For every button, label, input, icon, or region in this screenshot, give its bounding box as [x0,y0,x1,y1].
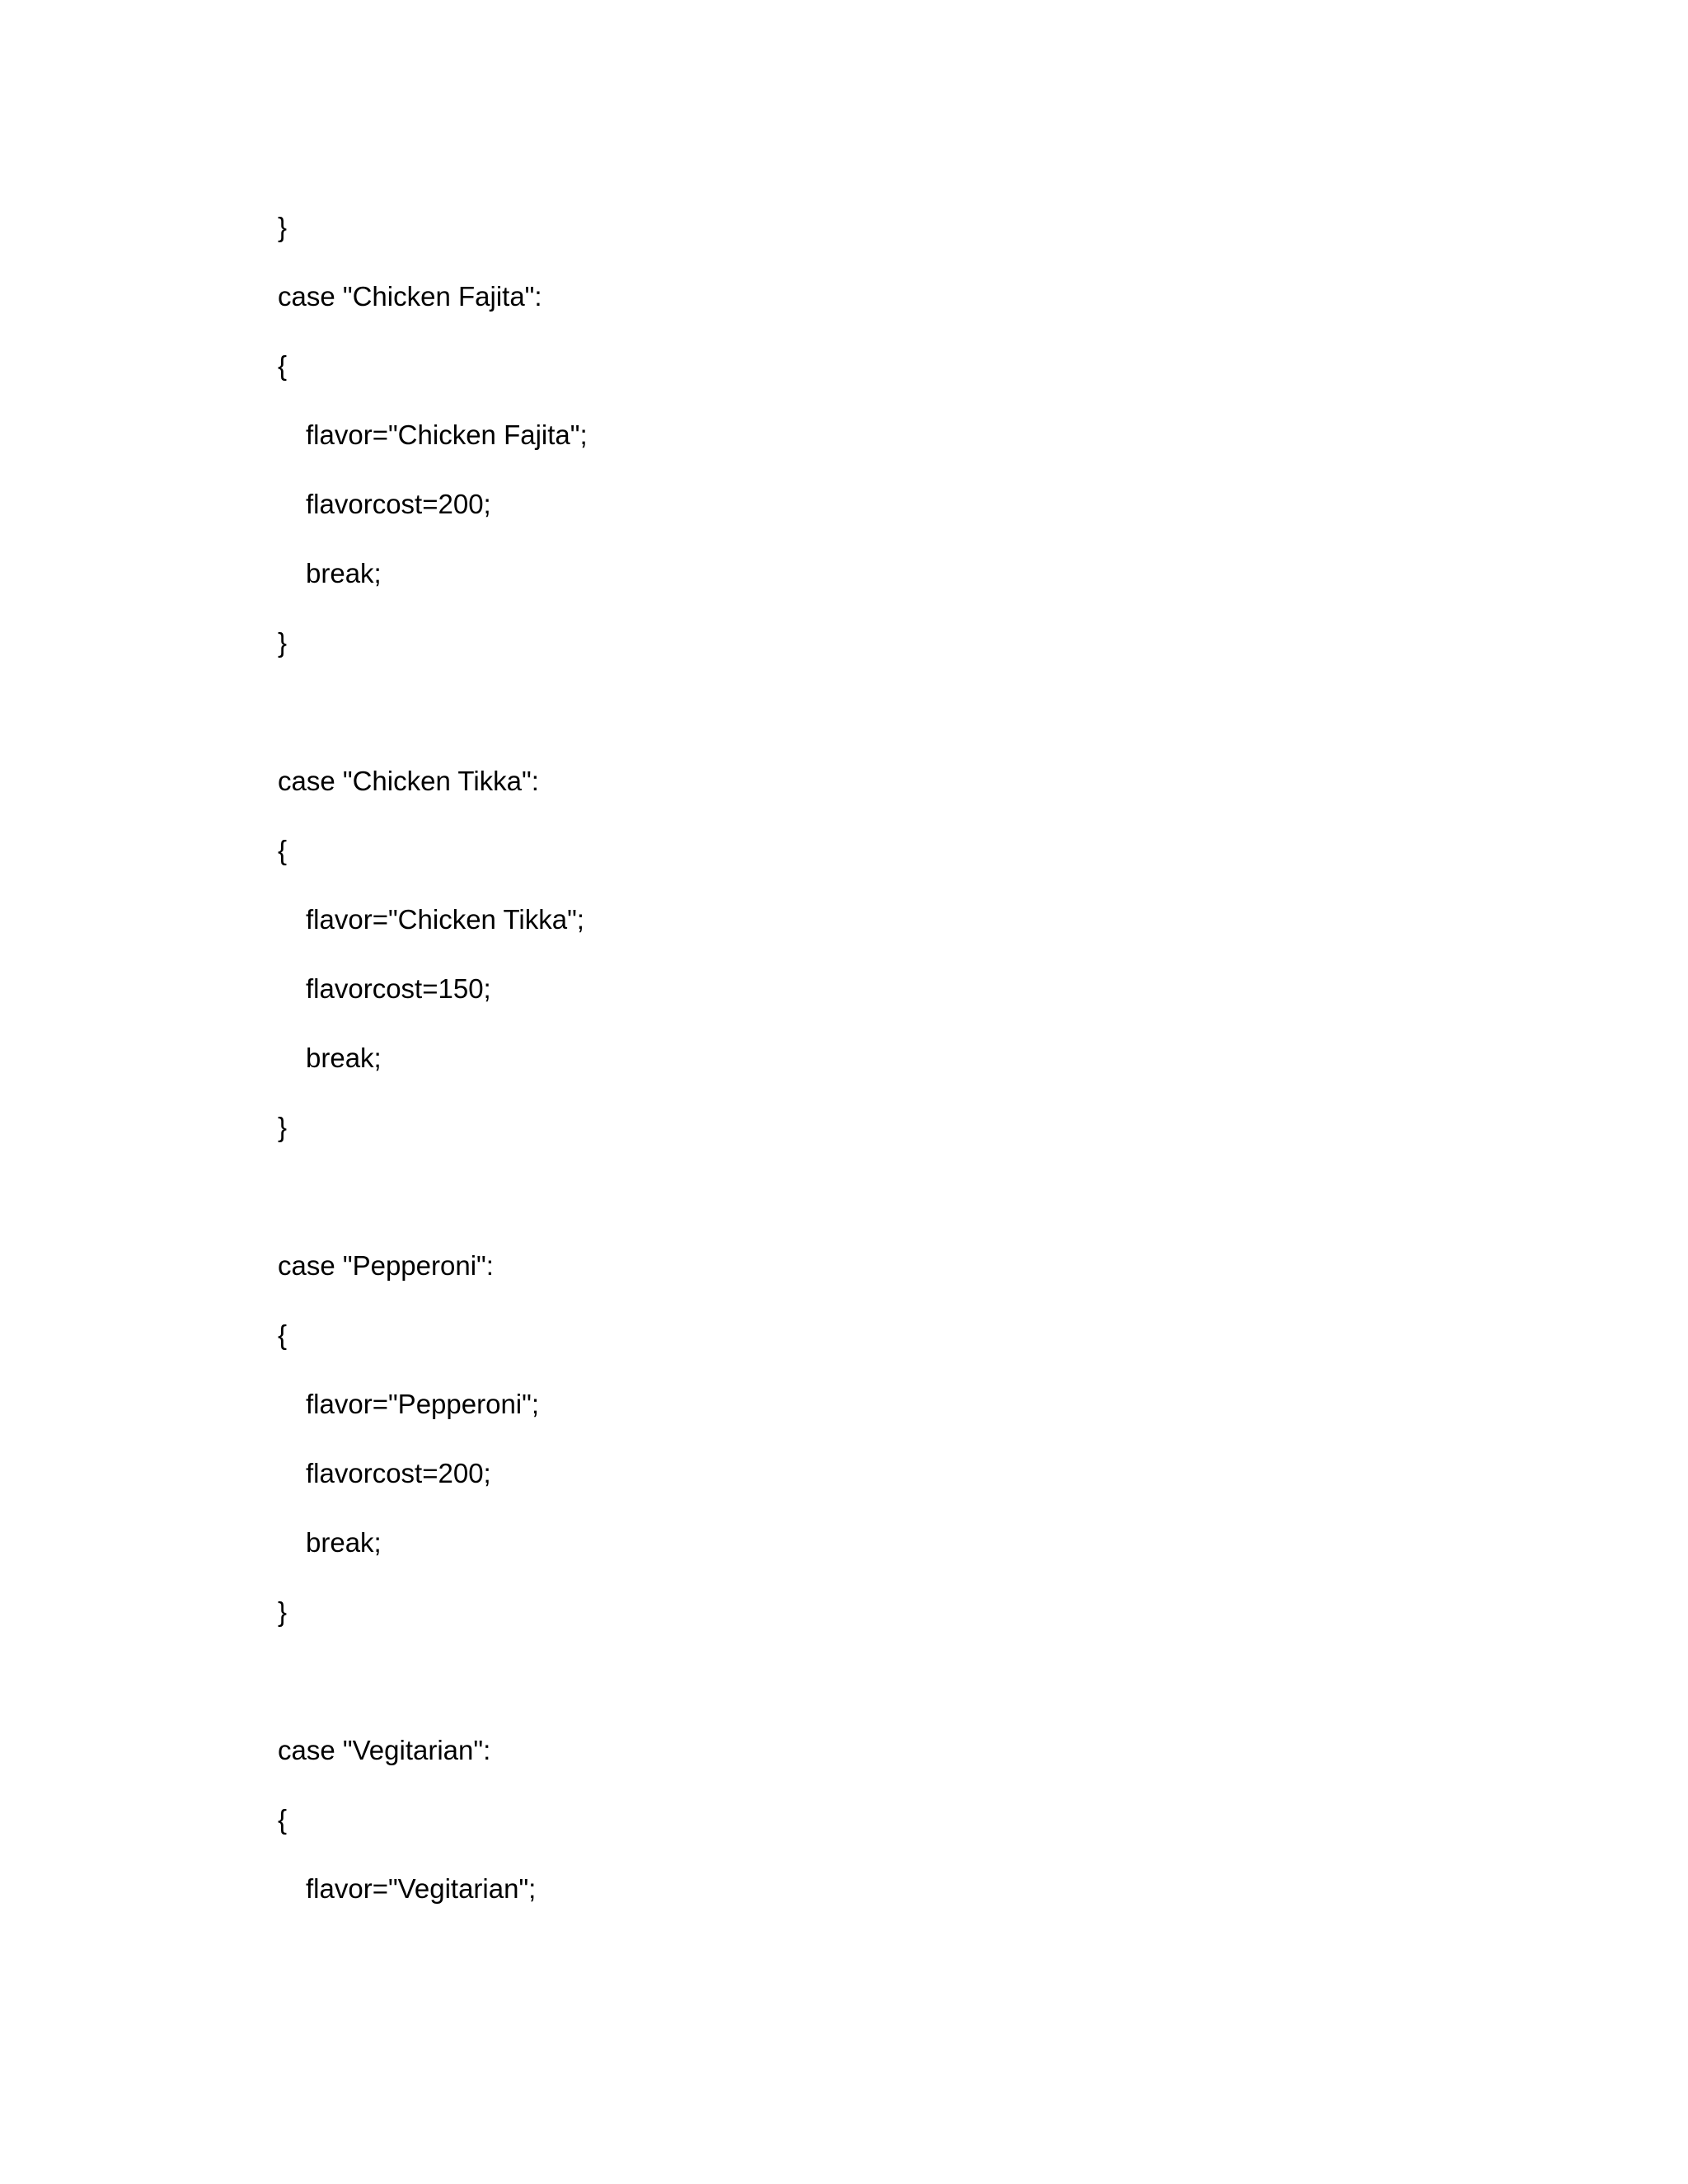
code-line: flavor="Pepperoni"; [306,1389,540,1419]
code-line: flavor="Vegitarian"; [306,1873,537,1904]
code-line: } [278,212,288,242]
code-listing [278,193,1432,1924]
code-line: } [278,1596,288,1627]
code-line: break; [306,1043,382,1073]
code-line: flavorcost=200; [306,1458,491,1488]
blank-line [278,677,1432,747]
code-line: break; [306,1527,382,1558]
code-line: case "Vegitarian": [278,1735,491,1765]
code-line: { [278,1804,288,1835]
blank-line [278,1162,1432,1231]
code-line: flavor="Chicken Fajita"; [306,419,588,450]
code-line: flavorcost=200; [306,489,491,519]
code-line: { [278,350,288,381]
code-line: flavorcost=150; [306,973,491,1004]
code-line: } [278,627,288,658]
code-line: { [278,1319,288,1350]
blank-line [278,1647,1432,1716]
code-line: case "Chicken Tikka": [278,766,539,796]
code-line: case "Pepperoni": [278,1250,494,1281]
code-line: case "Chicken Fajita": [278,281,542,312]
code-line: { [278,835,288,865]
code-line: } [278,1112,288,1142]
code-line: break; [306,558,382,588]
code-line: flavor="Chicken Tikka"; [306,904,584,935]
